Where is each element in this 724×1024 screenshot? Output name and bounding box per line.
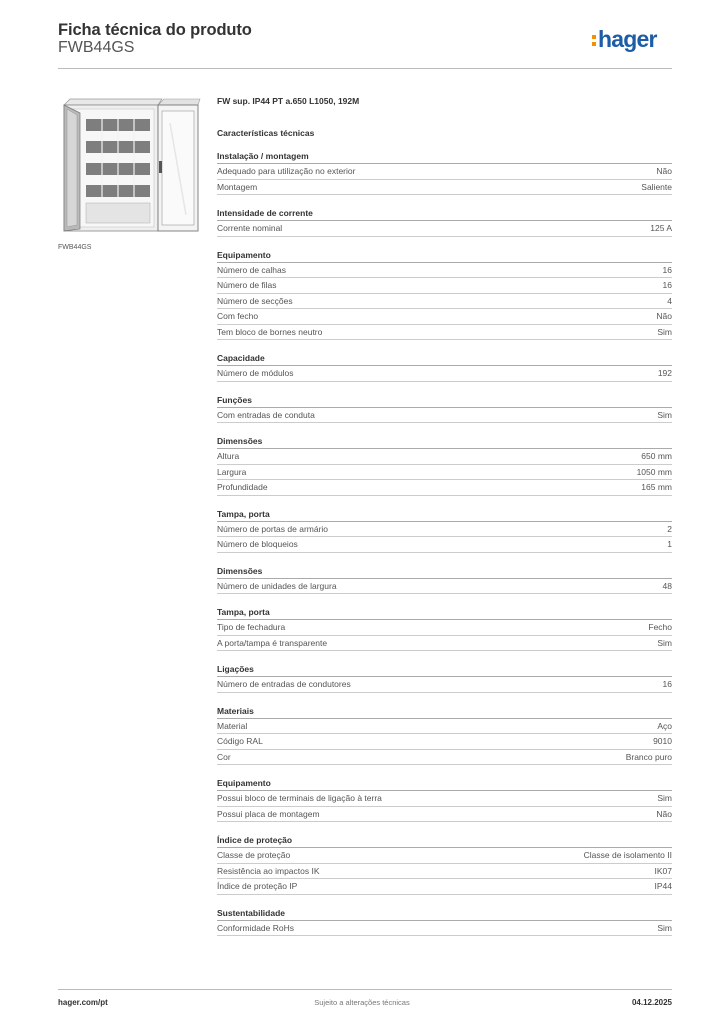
- spec-label: Largura: [217, 466, 247, 477]
- spec-row: [217, 791, 672, 807]
- spec-value: 16: [662, 679, 672, 689]
- spec-label: Número de portas de armário: [217, 523, 329, 534]
- spec-value: Sim: [657, 326, 672, 337]
- spec-value: 650 mm: [641, 451, 672, 461]
- section-title: Dimensões: [217, 436, 672, 449]
- spec-row: [217, 164, 672, 180]
- footer-disclaimer: Sujeito a alterações técnicas: [314, 998, 410, 1007]
- spec-section: [217, 607, 672, 651]
- spec-value: Sim: [657, 637, 672, 648]
- logo-dots-icon: [592, 32, 596, 48]
- spec-row: [217, 294, 672, 310]
- spec-row: [217, 366, 672, 382]
- spec-row: [217, 750, 672, 766]
- spec-row: [217, 325, 672, 341]
- spec-label: Conformidade RoHs: [217, 922, 295, 933]
- spec-value: Não: [656, 311, 672, 321]
- spec-row: [217, 522, 672, 538]
- spec-value: IP44: [654, 881, 672, 891]
- spec-value: Fecho: [648, 622, 672, 632]
- spec-row: [217, 221, 672, 237]
- spec-row: [217, 309, 672, 325]
- spec-label: Com entradas de conduta: [217, 409, 315, 420]
- spec-value: 192: [657, 368, 672, 378]
- characteristics-heading: Características técnicas: [217, 128, 315, 138]
- spec-row: [217, 719, 672, 735]
- spec-label: Tipo de fechadura: [217, 622, 286, 632]
- section-title: Intensidade de corrente: [217, 208, 672, 221]
- spec-value: Classe de isolamento II: [583, 850, 672, 860]
- spec-value: 2: [667, 523, 672, 534]
- spec-row: [217, 636, 672, 652]
- section-title: Funções: [217, 395, 672, 408]
- spec-label: Número de módulos: [217, 368, 294, 378]
- spec-section: [217, 436, 672, 496]
- spec-row: [217, 807, 672, 823]
- spec-row: [217, 465, 672, 481]
- page-title: Ficha técnica do produto: [58, 21, 252, 39]
- spec-row: [217, 848, 672, 864]
- section-title: Ligações: [217, 664, 672, 677]
- spec-label: Altura: [217, 451, 240, 461]
- spec-label: Material: [217, 720, 248, 731]
- spec-label: Número de entradas de condutores: [217, 679, 351, 689]
- section-title: Capacidade: [217, 353, 672, 366]
- spec-value: Sim: [657, 409, 672, 420]
- spec-label: A porta/tampa é transparente: [217, 637, 328, 648]
- spec-label: Profundidade: [217, 482, 268, 492]
- spec-value: Sim: [657, 793, 672, 803]
- spec-row: [217, 579, 672, 595]
- spec-row: [217, 263, 672, 279]
- spec-label: Com fecho: [217, 311, 259, 321]
- spec-value: 9010: [653, 736, 672, 746]
- spec-section: [217, 151, 672, 195]
- spec-row: [217, 921, 672, 937]
- spec-section: [217, 835, 672, 895]
- spec-sections: [217, 151, 672, 936]
- footer-divider: [58, 989, 672, 990]
- spec-row: [217, 734, 672, 750]
- spec-label: Número de secções: [217, 295, 293, 306]
- spec-value: 4: [667, 295, 672, 306]
- section-title: Tampa, porta: [217, 607, 672, 620]
- footer-website: hager.com/pt: [58, 998, 108, 1007]
- spec-row: [217, 879, 672, 895]
- product-code: FWB44GS: [58, 39, 135, 56]
- product-image: [58, 95, 204, 236]
- spec-label: Número de filas: [217, 280, 277, 290]
- section-title: Equipamento: [217, 250, 672, 263]
- hager-logo: [592, 26, 657, 53]
- spec-value: Não: [656, 808, 672, 819]
- spec-section: [217, 250, 672, 341]
- spec-value: 16: [662, 280, 672, 290]
- spec-value: 16: [662, 264, 672, 275]
- spec-value: IK07: [654, 865, 672, 876]
- spec-label: Índice de proteção IP: [217, 881, 298, 891]
- spec-value: 1: [667, 539, 672, 549]
- spec-section: [217, 509, 672, 553]
- spec-section: [217, 778, 672, 822]
- spec-label: Possui bloco de terminais de ligação à terra: [217, 793, 382, 803]
- section-title: Equipamento: [217, 778, 672, 791]
- spec-row: [217, 537, 672, 553]
- spec-label: Montagem: [217, 181, 258, 192]
- section-title: Índice de proteção: [217, 835, 672, 848]
- spec-label: Resistência ao impactos IK: [217, 865, 320, 876]
- spec-row: [217, 864, 672, 880]
- spec-section: [217, 395, 672, 424]
- section-title: Materiais: [217, 706, 672, 719]
- spec-content: [217, 96, 672, 949]
- spec-row: [217, 408, 672, 424]
- spec-value: 125 A: [650, 223, 672, 233]
- spec-value: Sim: [657, 922, 672, 933]
- header-divider: [58, 68, 672, 69]
- section-title: Sustentabilidade: [217, 908, 672, 921]
- spec-value: 1050 mm: [636, 466, 672, 477]
- section-title: Dimensões: [217, 566, 672, 579]
- spec-label: Número de calhas: [217, 264, 286, 275]
- spec-label: Possui placa de montagem: [217, 808, 320, 819]
- spec-row: [217, 180, 672, 196]
- spec-label: Classe de proteção: [217, 850, 291, 860]
- spec-label: Corrente nominal: [217, 223, 283, 233]
- spec-label: Cor: [217, 751, 231, 762]
- spec-label: Código RAL: [217, 736, 263, 746]
- section-title: Tampa, porta: [217, 509, 672, 522]
- spec-section: [217, 353, 672, 382]
- spec-label: Número de unidades de largura: [217, 580, 337, 591]
- spec-value: 165 mm: [641, 482, 672, 492]
- spec-value: Saliente: [641, 181, 672, 192]
- spec-row: [217, 278, 672, 294]
- spec-label: Adequado para utilização no exterior: [217, 166, 356, 176]
- spec-section: [217, 706, 672, 766]
- section-title: Instalação / montagem: [217, 151, 672, 164]
- spec-row: [217, 480, 672, 496]
- spec-row: [217, 449, 672, 465]
- spec-row: [217, 620, 672, 636]
- spec-row: [217, 677, 672, 693]
- spec-section: [217, 566, 672, 595]
- spec-section: [217, 908, 672, 937]
- spec-label: Tem bloco de bornes neutro: [217, 326, 323, 337]
- image-caption: FWB44GS: [58, 244, 92, 251]
- logo-text: hager: [598, 26, 657, 52]
- spec-section: [217, 664, 672, 693]
- product-name: FW sup. IP44 PT a.650 L1050, 192M: [217, 96, 360, 106]
- footer-date: 04.12.2025: [631, 998, 672, 1007]
- spec-value: Aço: [657, 720, 672, 731]
- spec-value: Branco puro: [625, 751, 672, 762]
- spec-value: 48: [662, 580, 672, 591]
- spec-value: Não: [656, 166, 672, 176]
- spec-section: [217, 208, 672, 237]
- spec-label: Número de bloqueios: [217, 539, 298, 549]
